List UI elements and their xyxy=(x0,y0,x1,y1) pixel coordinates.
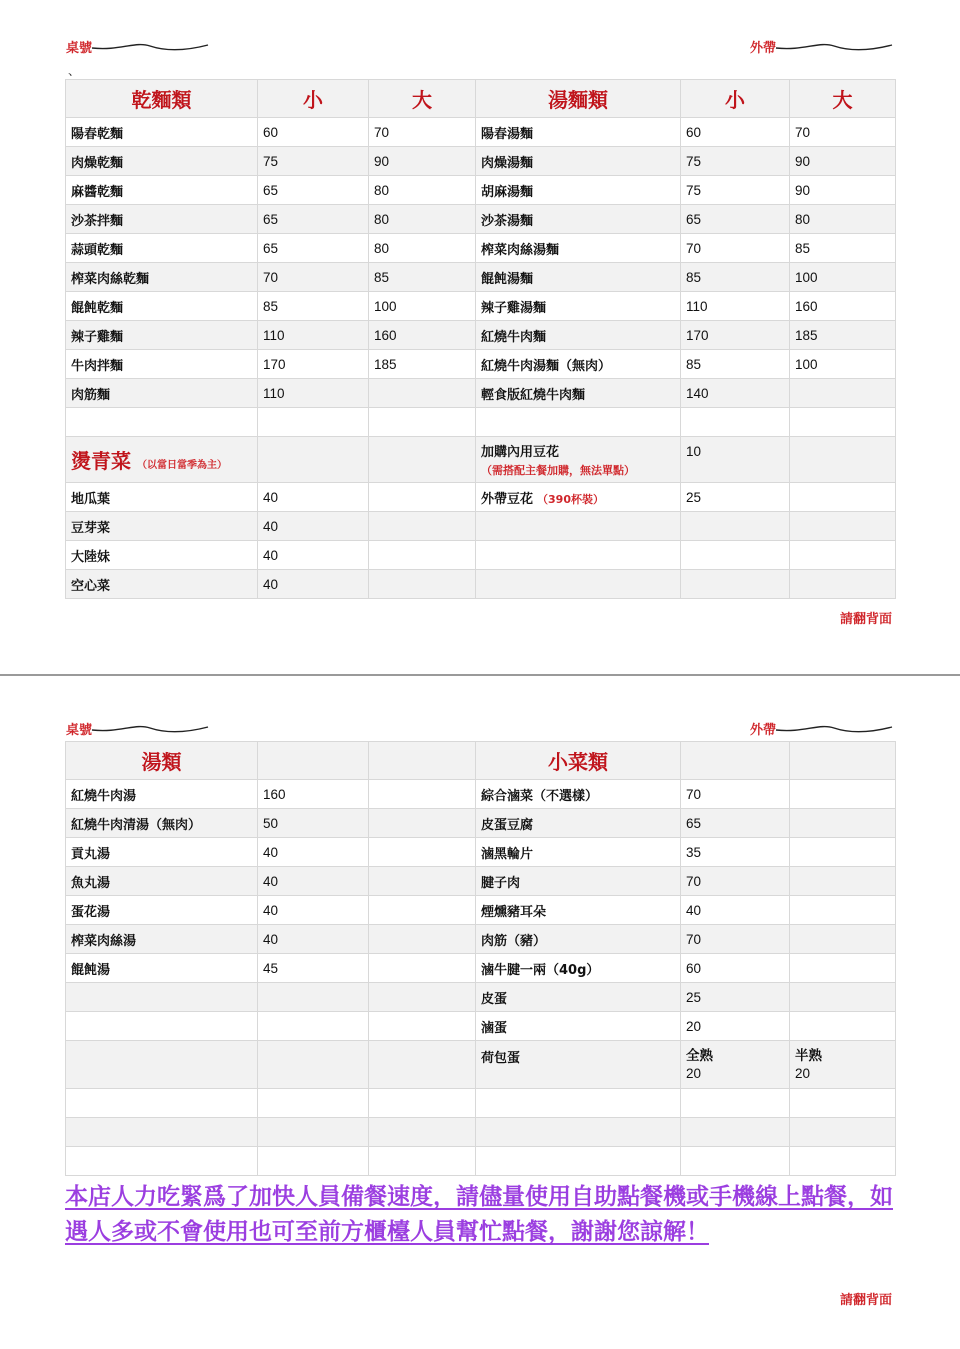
item-name: 餛飩乾麵 xyxy=(66,292,258,321)
table-row xyxy=(66,541,896,570)
item-name: 輕食版紅燒牛肉麵 xyxy=(476,379,681,408)
table-row xyxy=(66,809,896,838)
price: 40 xyxy=(258,570,369,599)
swirl-decoration xyxy=(774,721,894,735)
price: 40 xyxy=(258,512,369,541)
item-name: 滷蛋 xyxy=(476,1012,681,1041)
price-large xyxy=(790,379,896,408)
price-large: 185 xyxy=(369,350,476,379)
price-large: 85 xyxy=(369,263,476,292)
stray-mark: 、 xyxy=(68,64,81,78)
item-name: 腱子肉 xyxy=(476,867,681,896)
table-number-label: 桌號 xyxy=(66,719,92,738)
item-name: 荷包蛋 xyxy=(476,1041,681,1089)
price: 40 xyxy=(258,541,369,570)
price-small: 170 xyxy=(681,321,790,350)
price-large: 80 xyxy=(369,205,476,234)
price-small: 85 xyxy=(681,263,790,292)
takeout-label: 外帶 xyxy=(750,719,776,738)
price-large: 90 xyxy=(790,176,896,205)
price: 70 xyxy=(681,780,790,809)
price-small: 65 xyxy=(258,176,369,205)
item-name: 貢丸湯 xyxy=(66,838,258,867)
item-name: 陽春湯麵 xyxy=(476,118,681,147)
turn-over-note: 請翻背面 xyxy=(840,1293,893,1308)
menu-page-front xyxy=(0,0,960,672)
swirl-decoration xyxy=(90,721,210,735)
price-small: 60 xyxy=(681,118,790,147)
header-small: 小 xyxy=(681,80,790,118)
price-large: 90 xyxy=(369,147,476,176)
price-small: 75 xyxy=(681,147,790,176)
table-row xyxy=(66,263,896,292)
price: 25 xyxy=(681,483,790,512)
price: 40 xyxy=(258,867,369,896)
item-name: 煙燻豬耳朵 xyxy=(476,896,681,925)
item-name: 地瓜葉 xyxy=(66,483,258,512)
price-small: 85 xyxy=(681,350,790,379)
header-small: 小 xyxy=(258,80,369,118)
table-row xyxy=(66,118,896,147)
price: 35 xyxy=(681,838,790,867)
online-ordering-notice: 本店人力吃緊爲了加快人員備餐速度，請儘量使用自助點餐機或手機線上點餐，如遇人多或不會使用也可至前方櫃檯人員幫忙點餐，謝謝您諒解！ xyxy=(65,1184,893,1245)
price-small: 110 xyxy=(681,292,790,321)
turn-over-note: 請翻背面 xyxy=(840,612,893,627)
price-large: 80 xyxy=(790,205,896,234)
price-large: 100 xyxy=(369,292,476,321)
swirl-decoration xyxy=(774,39,894,53)
soup-sides-table xyxy=(65,741,896,1176)
price-large: 85 xyxy=(790,234,896,263)
item-name: 滷牛腱一兩（40g） xyxy=(476,954,681,983)
item-name: 沙茶湯麵 xyxy=(476,205,681,234)
price: 50 xyxy=(258,809,369,838)
item-name: 紅燒牛肉湯麵（無肉） xyxy=(476,350,681,379)
price-small: 110 xyxy=(258,321,369,350)
item-name: 肉筋麵 xyxy=(66,379,258,408)
price-large: 70 xyxy=(369,118,476,147)
item-name: 皮蛋豆腐 xyxy=(476,809,681,838)
header-dry-noodles: 乾麵類 xyxy=(66,80,258,118)
price-large: 70 xyxy=(790,118,896,147)
price-small: 65 xyxy=(681,205,790,234)
table-row xyxy=(66,379,896,408)
table-row xyxy=(66,176,896,205)
swirl-decoration xyxy=(90,39,210,53)
item-name: 牛肉拌麵 xyxy=(66,350,258,379)
item-name: 榨菜肉絲乾麵 xyxy=(66,263,258,292)
header-soups: 湯類 xyxy=(66,742,258,780)
price-small: 75 xyxy=(258,147,369,176)
item-name: 紅燒牛肉湯 xyxy=(66,780,258,809)
price: 40 xyxy=(258,925,369,954)
table-row xyxy=(66,896,896,925)
price-small: 140 xyxy=(681,379,790,408)
item-name: 榨菜肉絲湯麵 xyxy=(476,234,681,263)
table-row xyxy=(66,838,896,867)
table-row xyxy=(66,954,896,983)
item-name: 辣子雞麵 xyxy=(66,321,258,350)
item-name: 大陸妹 xyxy=(66,541,258,570)
price-large: 80 xyxy=(369,176,476,205)
table-row xyxy=(66,1012,896,1041)
price: 45 xyxy=(258,954,369,983)
veg-section-header: 燙青菜 （以當日當季為主） xyxy=(66,437,258,483)
price-small: 75 xyxy=(681,176,790,205)
item-name: 滷黑輪片 xyxy=(476,838,681,867)
price-large xyxy=(369,379,476,408)
price-large: 80 xyxy=(369,234,476,263)
item-name: 麻醬乾麵 xyxy=(66,176,258,205)
item-name: 蒜頭乾麵 xyxy=(66,234,258,263)
item-name: 沙茶拌麵 xyxy=(66,205,258,234)
table-row xyxy=(66,147,896,176)
item-name: 肉燥乾麵 xyxy=(66,147,258,176)
table-row xyxy=(66,350,896,379)
price-large: 185 xyxy=(790,321,896,350)
price: 65 xyxy=(681,809,790,838)
table-header-row xyxy=(66,80,896,118)
price: 60 xyxy=(681,954,790,983)
header-soup-noodles: 湯麵類 xyxy=(476,80,681,118)
egg-half-cooked: 半熟 20 xyxy=(790,1041,896,1089)
table-row xyxy=(66,321,896,350)
price-large: 90 xyxy=(790,147,896,176)
header-side-dishes: 小菜類 xyxy=(476,742,681,780)
price-small: 60 xyxy=(258,118,369,147)
price: 20 xyxy=(681,1012,790,1041)
egg-full-cooked: 全熟 20 xyxy=(681,1041,790,1089)
item-name: 陽春乾麵 xyxy=(66,118,258,147)
price-large: 160 xyxy=(790,292,896,321)
price: 40 xyxy=(258,838,369,867)
takeout-label: 外帶 xyxy=(750,37,776,56)
header-large: 大 xyxy=(790,80,896,118)
table-row xyxy=(66,925,896,954)
price: 160 xyxy=(258,780,369,809)
price: 70 xyxy=(681,867,790,896)
price-large: 100 xyxy=(790,263,896,292)
table-row xyxy=(66,234,896,263)
price: 70 xyxy=(681,925,790,954)
price-small: 85 xyxy=(258,292,369,321)
item-name: 紅燒牛肉清湯（無肉） xyxy=(66,809,258,838)
item-name: 綜合滷菜（不選樣） xyxy=(476,780,681,809)
item-name: 皮蛋 xyxy=(476,983,681,1012)
table-number-label: 桌號 xyxy=(66,37,92,56)
table-row-blank xyxy=(66,408,896,437)
menu-page-back xyxy=(0,680,960,1349)
item-name: 魚丸湯 xyxy=(66,867,258,896)
noodle-menu-table xyxy=(65,79,896,599)
table-header-row xyxy=(66,742,896,780)
table-row xyxy=(66,570,896,599)
tofu-addon-price: 10 xyxy=(681,437,790,483)
item-name: 紅燒牛肉麵 xyxy=(476,321,681,350)
table-row-blank xyxy=(66,1118,896,1147)
table-row-egg xyxy=(66,1041,896,1089)
price-small: 70 xyxy=(681,234,790,263)
price-small: 110 xyxy=(258,379,369,408)
table-row xyxy=(66,867,896,896)
price-small: 170 xyxy=(258,350,369,379)
item-name: 胡麻湯麵 xyxy=(476,176,681,205)
item-name: 辣子雞湯麵 xyxy=(476,292,681,321)
item-name: 蛋花湯 xyxy=(66,896,258,925)
item-name: 餛飩湯麵 xyxy=(476,263,681,292)
item-name: 肉燥湯麵 xyxy=(476,147,681,176)
price-large: 160 xyxy=(369,321,476,350)
table-row-blank xyxy=(66,1089,896,1118)
table-row xyxy=(66,512,896,541)
table-row xyxy=(66,780,896,809)
price: 40 xyxy=(681,896,790,925)
price-large: 100 xyxy=(790,350,896,379)
price-small: 65 xyxy=(258,205,369,234)
item-name: 榨菜肉絲湯 xyxy=(66,925,258,954)
tofu-addon-item: 加購內用豆花 （需搭配主餐加購，無法單點） xyxy=(476,437,681,483)
item-name: 肉筋（豬） xyxy=(476,925,681,954)
table-row xyxy=(66,205,896,234)
item-name: 豆芽菜 xyxy=(66,512,258,541)
price-small: 65 xyxy=(258,234,369,263)
header-large: 大 xyxy=(369,80,476,118)
price: 40 xyxy=(258,483,369,512)
price-small: 70 xyxy=(258,263,369,292)
takeout-tofu-item: 外帶豆花 （390杯裝） xyxy=(476,483,681,512)
price: 25 xyxy=(681,983,790,1012)
table-row xyxy=(66,483,896,512)
price: 40 xyxy=(258,896,369,925)
table-row-blank xyxy=(66,1147,896,1176)
item-name: 餛飩湯 xyxy=(66,954,258,983)
page-divider xyxy=(0,674,960,676)
item-name: 空心菜 xyxy=(66,570,258,599)
table-row-veg-header xyxy=(66,437,896,483)
table-row xyxy=(66,983,896,1012)
table-row xyxy=(66,292,896,321)
